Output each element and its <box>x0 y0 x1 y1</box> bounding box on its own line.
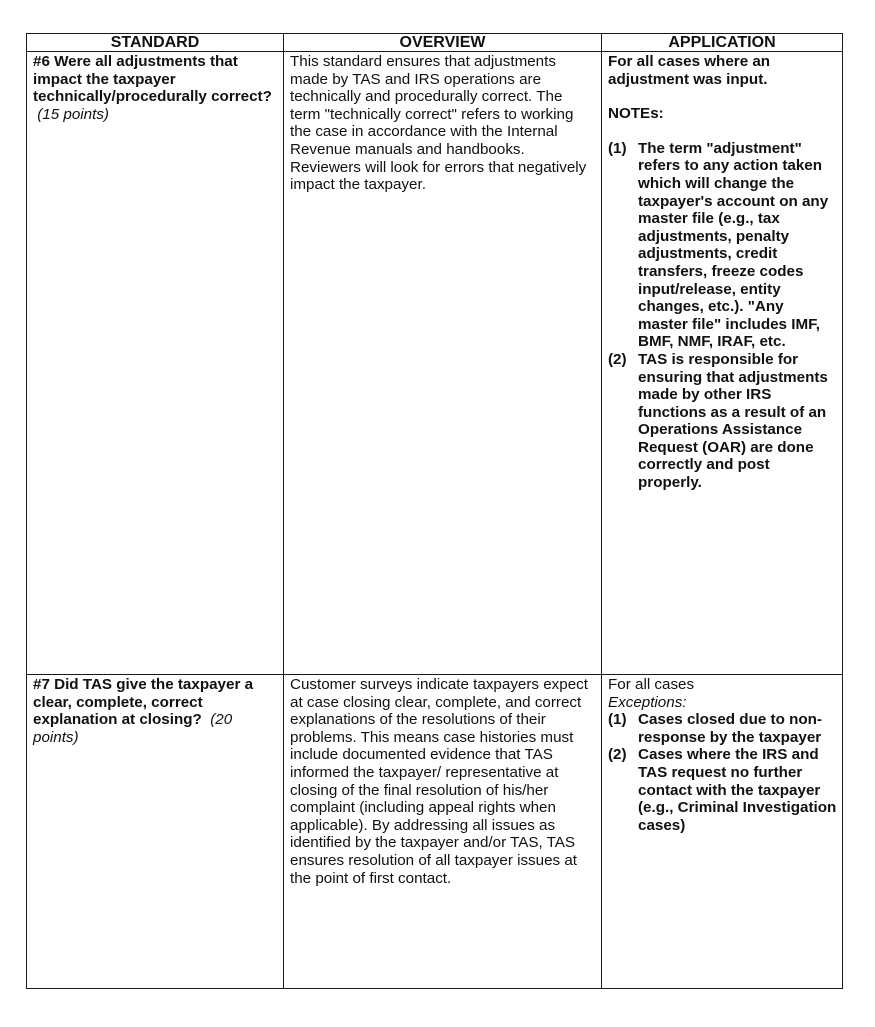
standard-question: #7 Did TAS give the taxpayer a clear, complete, correct explanation at closing? <box>33 676 254 729</box>
standard-cell <box>27 52 284 675</box>
standard-question: #6 Were all adjustments that impact the taxpayer technically/procedurally correct? <box>33 53 272 106</box>
overview-cell <box>284 52 602 675</box>
standard-points: (15 points) <box>37 105 109 123</box>
header-standard: STANDARD <box>27 34 284 52</box>
standard-cell <box>27 675 284 989</box>
exception-number: (1) <box>608 711 627 729</box>
standard-points: (20 points) <box>33 711 233 746</box>
notes-heading: NOTEs: <box>608 105 664 123</box>
note-text: The term "adjustment" refers to any action taken which will change the taxpayer's account on any master file (e.g., tax adjustments, penalty adjustments, credit transfers, freeze codes input/release, entity changes, etc.). "Any master file" includes IMF, BMF, NMF, IRAF, etc. <box>638 139 829 351</box>
note-item <box>608 140 837 351</box>
header-application: APPLICATION <box>602 34 843 52</box>
overview-text: Customer surveys indicate taxpayers expect at case closing clear, complete, and correct explanations of the resolutions of their problems. This means case histories must include documented evidence that TAS informed the taxpayer/ representative at closing of the final resolution of his/her complaint (including appeal rights when applicable). By addressing all issues as identified by the taxpayer and/or TAS, TAS ensures resolution of all taxpayer issues at the point of first contact. <box>290 676 588 887</box>
exception-text: Cases where the IRS and TAS request no further contact with the taxpayer (e.g., Criminal Investigation cases) <box>638 746 837 834</box>
table-row <box>27 52 843 675</box>
standards-table <box>26 33 843 989</box>
exception-item <box>608 746 837 834</box>
table-row <box>27 675 843 989</box>
note-number: (1) <box>608 139 627 157</box>
standard-text <box>33 53 278 123</box>
exceptions-heading: Exceptions: <box>608 693 687 711</box>
header-overview: OVERVIEW <box>284 34 602 52</box>
standard-text <box>33 676 278 746</box>
note-number: (2) <box>608 350 627 368</box>
overview-text: This standard ensures that adjustments made by TAS and IRS operations are technically and procedurally correct. The term "technically correct" refers to working the case in accordance with the Internal Revenue manuals and handbooks. Reviewers will look for errors that negatively impact the taxpayer. <box>290 53 587 194</box>
application-cell <box>602 675 843 989</box>
note-text: TAS is responsible for ensuring that adjustments made by other IRS functions as a result of an Operations Assistance Request (OAR) are done correctly and post properly. <box>638 350 828 492</box>
application-cell <box>602 52 843 675</box>
overview-cell <box>284 675 602 989</box>
table-header-row <box>27 34 843 52</box>
application-intro: For all cases where an adjustment was input. <box>608 53 771 88</box>
exception-text: Cases closed due to non-response by the taxpayer <box>638 711 822 746</box>
application-intro: For all cases <box>608 676 695 693</box>
exception-item <box>608 711 837 746</box>
exception-number: (2) <box>608 746 627 764</box>
note-item <box>608 351 837 492</box>
